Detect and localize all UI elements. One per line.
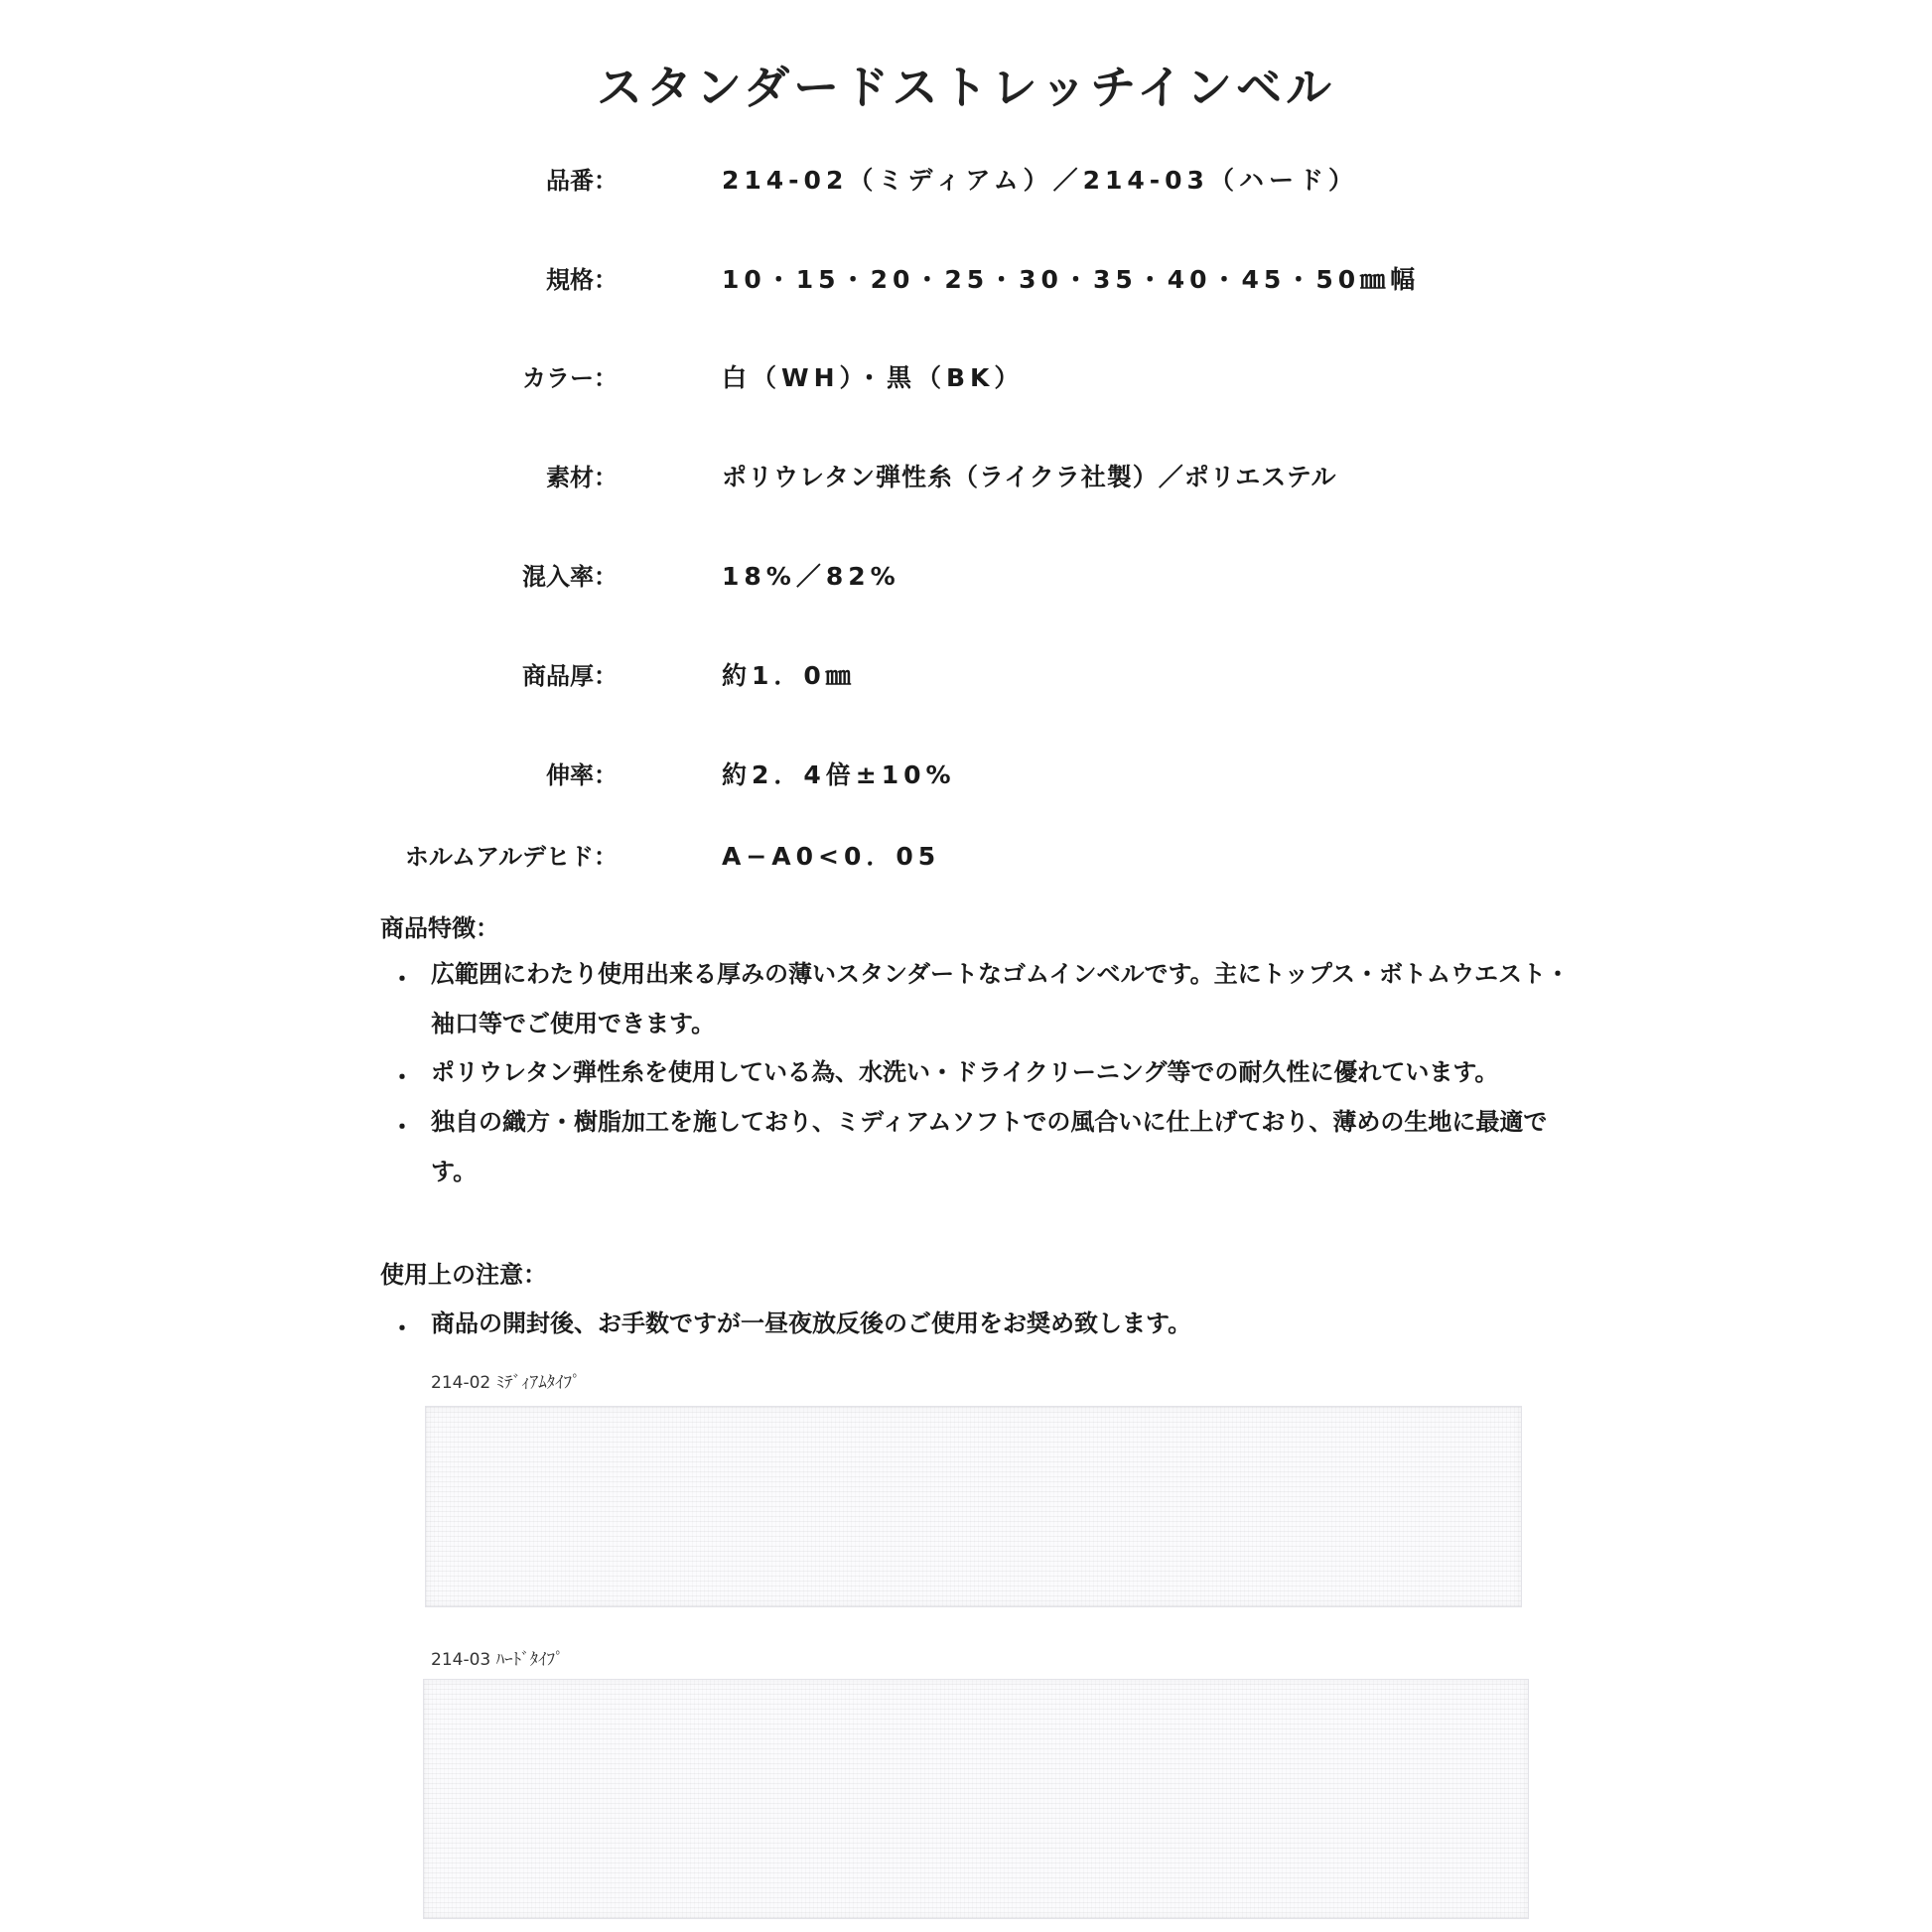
page-title: スタンダードストレッチインベル: [596, 61, 1336, 114]
spec-row-size: [0, 260, 1932, 300]
cautions-heading: 使用上の注意：: [380, 1261, 547, 1289]
spec-label: ホルムアルデヒド：: [404, 843, 618, 871]
bullet-mark: ・: [390, 1314, 414, 1342]
bullet-mark: ・: [390, 1113, 414, 1141]
spec-label: 素材：: [546, 464, 618, 491]
spec-label: 商品厚：: [522, 662, 618, 690]
feature-item: 広範囲にわたり使用出来る厚みの薄いスタンダートなゴムインベルです。主にトップス・ボトムウエスト・袖口等でご使用できます。: [431, 960, 1570, 1037]
spec-value: 214-02（ミディアム）／214-03（ハード）: [722, 166, 1358, 195]
caution-item: 商品の開封後、お手数ですが一昼夜放反後のご使用をお奨め致します。: [431, 1310, 1192, 1337]
spec-value: A−A0<0．05: [722, 842, 941, 871]
spec-row-color: [0, 358, 1932, 398]
spec-row-thickness: [0, 656, 1932, 696]
elastic-swatch-medium: [425, 1406, 1522, 1607]
spec-label: 品番：: [546, 167, 618, 195]
elastic-swatch-hard: [423, 1679, 1529, 1919]
spec-value: ポリウレタン弾性糸（ライクラ社製）／ポリエステル: [722, 463, 1337, 491]
spec-value: 10・15・20・25・30・35・40・45・50㎜幅: [722, 265, 1421, 294]
bullet-mark: ・: [390, 1063, 414, 1091]
spec-value: 約1．0㎜: [722, 661, 856, 690]
spec-row-product-number: [0, 161, 1932, 201]
spec-row-material: [0, 458, 1932, 497]
spec-label: 規格：: [546, 266, 618, 294]
spec-row-formaldehyde: [0, 837, 1932, 877]
spec-label: 混入率：: [522, 563, 618, 591]
features-heading: 商品特徴：: [380, 914, 499, 942]
spec-value: 18%／82%: [722, 562, 900, 591]
swatch-label-hard: 214-03 ﾊｰﾄﾞﾀｲﾌﾟ: [431, 1650, 564, 1670]
bullet-mark: ・: [390, 965, 414, 993]
spec-label: 伸率：: [546, 761, 618, 789]
feature-item: ポリウレタン弾性糸を使用している為、水洗い・ドライクリーニング等での耐久性に優れています。: [431, 1058, 1499, 1086]
feature-item: 独自の織方・樹脂加工を施しており、ミディアムソフトでの風合いに仕上げており、薄めの生地に最適です。: [431, 1108, 1548, 1185]
spec-row-stretch-rate: [0, 756, 1932, 795]
spec-value: 約2．4倍±10%: [722, 760, 956, 789]
spec-row-blend-ratio: [0, 557, 1932, 597]
spec-label: カラー：: [522, 364, 618, 392]
spec-value: 白（WH）・黒（BK）: [722, 363, 1025, 392]
swatch-label-medium: 214-02 ﾐﾃﾞｨｱﾑﾀｲﾌﾟ: [431, 1373, 581, 1393]
